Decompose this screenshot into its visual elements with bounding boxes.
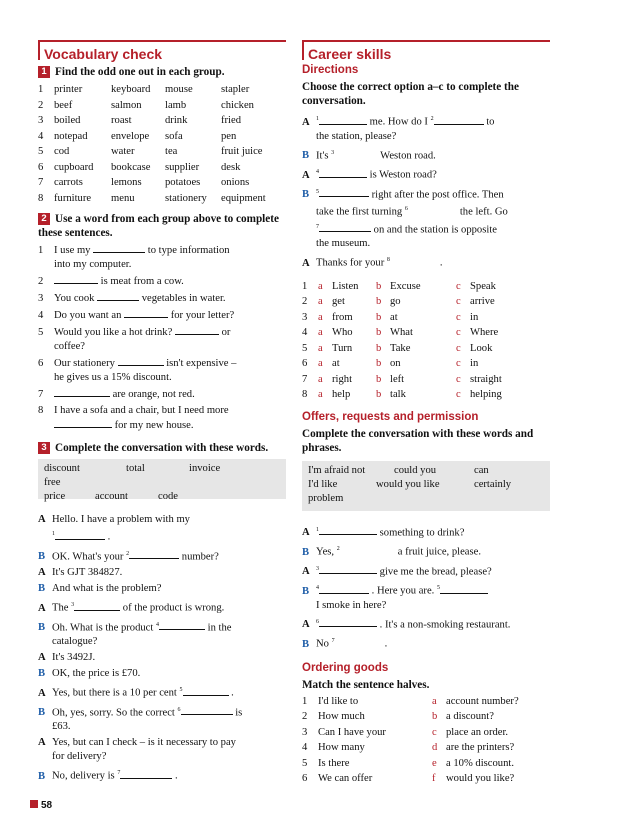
sentence-half[interactable]: Can I have your [318,726,386,738]
right-column [302,40,550,787]
item-number: 6 [38,161,44,173]
match-letter: b [432,711,438,723]
item-number: 5 [38,146,44,157]
table-row [38,160,286,176]
option-text[interactable]: left [390,373,405,385]
sentence-4: 4 Do you want an for your letter? [38,310,235,321]
word-option[interactable]: lemons [111,177,142,188]
option-letter: a [318,389,323,401]
option-text[interactable]: arrive [470,296,495,308]
dialogue-line: A $^4$ is Weston road? [302,169,437,181]
word-option[interactable]: equipment [221,192,266,204]
match-row [302,709,550,725]
sentence-half[interactable]: place an order. [446,726,509,738]
answer-blank[interactable] [118,356,164,366]
option-letter: b [376,311,382,323]
option-letter: a [318,311,323,323]
directions-conversation [302,112,550,271]
phrase: I'd like [308,478,338,490]
word-box-row-1 [44,462,280,490]
word-option[interactable]: envelope [111,130,150,142]
word-option[interactable]: cod [54,146,70,157]
word-option[interactable]: mouse [165,84,193,95]
answer-blank[interactable] [55,530,105,540]
dialogue-line-cont: I smoke in here? [316,599,387,611]
option-text[interactable]: get [332,296,345,308]
dialogue-line: B Yes, $^2$ a fruit juice, please. [302,546,481,558]
word-option[interactable]: cupboard [54,161,94,173]
option-text[interactable]: help [332,389,351,401]
option-text[interactable]: in [470,358,479,370]
table-row [38,191,286,207]
word-option[interactable]: stationery [165,192,207,204]
option-text[interactable]: Excuse [390,280,421,292]
option-row [302,341,550,357]
item-number: 7 [302,373,308,385]
word-option[interactable]: printer [54,84,83,95]
word: invoice [189,463,221,474]
sentence-half[interactable]: would you like? [446,773,515,785]
option-row [302,325,550,341]
instruction-text: Find the odd one out in each group. [55,66,225,78]
exercise-2-instruction [38,212,286,240]
item-number: 2 [302,711,308,723]
answer-blank[interactable] [120,769,172,779]
subhead-directions: Directions [302,64,359,76]
word-option[interactable]: carrots [54,177,83,188]
option-text[interactable]: What [390,327,413,339]
sentence-half[interactable]: We can offer [318,773,373,785]
sentence-5: 5 Would you like a hot drink? or [38,327,231,338]
dialogue-line: A Hello. I have a problem with my [38,514,190,525]
option-text[interactable]: Speak [470,280,496,292]
option-row [302,387,550,403]
table-row [38,144,286,160]
dialogue-line-cont: £63. [52,721,71,733]
dialogue-line-cont: catalogue? [52,636,98,648]
sentence-2: 2 is meat from a cow. [38,276,184,287]
word-option[interactable]: pen [221,130,237,142]
answer-blank[interactable] [54,387,110,397]
word-option[interactable]: tea [165,146,178,157]
answer-blank[interactable] [74,601,120,611]
word: price [44,491,66,502]
answer-blank[interactable] [319,222,371,232]
option-text[interactable]: at [390,311,398,323]
option-letter: c [456,280,461,292]
item-number: 8 [302,389,308,401]
exercise-number: 2 [38,213,50,225]
dialogue-line: B Oh. What is the product $^4$ in the [38,621,232,634]
offers-instruction: Complete the conversation with these words and phrases. [302,427,534,454]
answer-blank[interactable] [97,291,139,301]
option-letter: c [456,311,461,323]
word-box-row-2 [44,490,280,504]
item-number: 2 [302,296,308,308]
word-option[interactable]: fruit juice [221,146,263,157]
exercise-number: 1 [38,66,50,78]
answer-blank[interactable] [434,115,484,125]
item-number: 4 [302,742,308,754]
dialogue-line: A It's GJT 384827. [38,567,123,579]
option-letter: b [376,389,382,401]
word-option[interactable]: fried [221,115,241,126]
word: account [95,491,128,502]
option-letter: b [376,373,382,385]
item-number: 3 [38,115,44,126]
left-column [38,40,286,784]
option-letter: a [318,296,323,308]
option-text[interactable]: Take [390,342,411,354]
answer-blank[interactable] [181,705,233,715]
dialogue-line: A $^1$ something to drink? [302,526,465,539]
option-text[interactable]: on [390,358,401,370]
option-text[interactable]: helping [470,389,502,401]
option-row [302,310,550,326]
page-marker-icon [30,800,38,808]
dialogue-line: B $^4$ . Here you are. $^5$ [302,581,550,599]
word-option[interactable]: potatoes [165,177,201,188]
sentence-half[interactable]: Is there [318,757,350,769]
match-letter: a [432,695,437,707]
answer-blank[interactable] [319,564,377,574]
exercise-1-instruction [38,65,286,79]
option-letter: c [456,296,461,308]
sentences-list [38,243,286,433]
word: code [158,491,178,502]
option-text[interactable]: in [470,311,479,323]
word-option[interactable]: supplier [165,161,200,173]
dialogue-line-cont: for delivery? [52,751,107,763]
item-number: 5 [302,757,308,769]
item-number: 6 [302,773,308,785]
sentence-3: 3 You cook vegetables in water. [38,293,226,304]
dialogue-line-cont: the station, please? [316,130,397,142]
word-option[interactable]: chicken [221,99,254,111]
match-row [302,725,550,741]
dialogue-line: B It's $^3$ Weston road. [302,149,436,162]
table-row [38,98,286,114]
dialogue-line: B $^5$ right after the post office. Then [302,188,504,201]
ordering-instruction: Match the sentence halves. [302,678,430,691]
match-letter: d [432,742,438,754]
option-text[interactable]: straight [470,373,502,385]
odd-one-out-table [38,82,286,206]
option-row [302,294,550,310]
option-letter: c [456,389,461,401]
match-letter: c [432,726,437,738]
sentence-half[interactable]: a discount? [446,711,494,723]
sentence-half[interactable]: How many [318,742,365,754]
item-number: 1 [38,84,44,95]
table-row [38,129,286,145]
answer-blank[interactable] [54,274,98,284]
item-number: 3 [302,311,308,323]
dialogue-line: A The $^3$ of the product is wrong. [38,602,225,614]
word-option[interactable]: keyboard [111,84,151,95]
item-number: 4 [302,327,308,339]
match-letter: f [432,773,436,785]
page-number: 58 [30,800,52,811]
answer-blank[interactable] [319,617,377,627]
item-number: 3 [302,726,308,738]
match-row [302,756,550,772]
option-text[interactable]: at [332,358,340,370]
answer-blank[interactable] [319,525,377,535]
word-option[interactable]: onions [221,177,250,188]
word-option[interactable]: notepad [54,130,88,142]
answer-blank[interactable] [319,115,367,125]
sentence-half[interactable]: a 10% discount. [446,757,514,769]
phrase-box [302,461,550,511]
option-text[interactable]: Where [470,327,499,339]
match-table [302,694,550,787]
table-row [38,82,286,98]
word-option[interactable]: stapler [221,84,250,95]
option-text[interactable]: Turn [332,342,353,354]
option-letter: a [318,327,323,339]
answer-blank[interactable] [124,308,168,318]
option-text[interactable]: Look [470,342,493,354]
answer-blank[interactable] [440,584,488,594]
sentence-6: 6 Our stationery isn't expensive – [38,358,237,369]
item-number: 8 [38,192,44,204]
option-letter: a [318,280,323,292]
option-text[interactable]: go [390,296,401,308]
option-text[interactable]: Listen [332,280,359,292]
sentence-1: 1 I use my to type information [38,245,230,256]
sentence-half[interactable]: I'd like to [318,695,359,707]
word-option[interactable]: beef [54,99,73,111]
sentence-half[interactable]: account number? [446,695,519,707]
answer-blank[interactable] [319,168,367,178]
offers-conversation [302,523,550,652]
answer-blank[interactable] [319,187,369,197]
option-letter: c [456,358,461,370]
option-letter: b [376,296,382,308]
instruction-text: Complete the conversation with these words. [55,442,269,454]
dialogue-line: B OK, the price is £70. [38,668,141,680]
match-row [302,694,550,710]
table-row [38,113,286,129]
word: free [44,477,61,488]
item-number: 1 [302,280,308,292]
sentence-8: 8 I have a sofa and a chair, but I need more [38,405,229,416]
option-letter: b [376,358,382,370]
word-option[interactable]: salmon [111,99,142,111]
sentence-8-cont: for my new house. [38,418,286,433]
option-row [302,372,550,388]
exercise-3-instruction [38,441,286,455]
answer-blank[interactable] [175,325,219,335]
phrase: could you [394,464,437,476]
word-option[interactable]: roast [111,115,132,126]
word-option[interactable]: lamb [165,99,187,111]
dialogue-line-cont: $^1$ . [52,531,111,543]
item-number: 4 [38,130,44,142]
word-option[interactable]: menu [111,192,135,204]
conversation [38,513,286,784]
sentence-6-cont: he gives us a 15% discount. [54,372,172,383]
dialogue-line-cont: take the first turning $^6$ the left. Go [316,206,508,218]
item-number: 6 [302,358,308,370]
dialogue-line: A $^3$ give me the bread, please? [302,565,492,578]
option-letter: b [376,280,382,292]
word-box [38,459,286,502]
options-table [302,279,550,403]
subhead-ordering: Ordering goods [302,661,389,674]
dialogue-line: A Thanks for your $^8$ . [302,257,443,269]
option-letter: a [318,358,323,370]
option-letter: b [376,342,382,354]
dialogue-line-cont: the museum. [316,238,371,250]
dialogue-line: B Oh, yes, sorry. So the correct $^6$ is [38,706,243,719]
dialogue-line: A $^6$ . It's a non-smoking restaurant. [302,618,511,631]
table-row [38,175,286,191]
word: total [126,463,145,474]
word-option[interactable]: furniture [54,192,92,204]
option-row [302,279,550,295]
phrase: problem [308,492,344,504]
option-letter: c [456,342,461,354]
dialogue-line: A Yes, but can I check – is it necessary to pay [38,737,236,749]
phrase: I'm afraid not [308,464,366,476]
section-title-career-skills: Career skills [302,40,550,60]
option-row [302,356,550,372]
option-letter: a [318,373,323,385]
option-letter: c [456,373,461,385]
item-number: 2 [38,99,44,111]
section-title-vocabulary: Vocabulary check [38,40,286,60]
answer-blank[interactable] [54,418,112,428]
dialogue-line: B No $^7$ . [302,638,388,650]
option-text[interactable]: talk [390,389,406,401]
dialogue-line: A Yes, but there is a 10 per cent $^5$ . [38,687,234,699]
answer-blank[interactable] [183,686,229,696]
dialogue-line-cont: $^7$ on and the station is opposite [316,223,497,236]
option-text[interactable]: Who [332,327,353,339]
sentence-half[interactable]: are the printers? [446,742,515,754]
item-number: 1 [302,695,308,707]
match-letter: e [432,757,437,769]
sentence-7: 7 are orange, not red. [38,389,195,400]
sentence-1-cont: into my computer. [54,259,132,270]
option-text[interactable]: right [332,373,353,385]
word-option[interactable]: sofa [165,130,183,142]
option-letter: c [456,327,461,339]
option-letter: b [376,327,382,339]
match-row [302,740,550,756]
phrase: would you like [376,478,440,490]
match-row [302,771,550,787]
phrase: certainly [474,478,512,490]
phrase: can [474,464,489,476]
exercise-number: 3 [38,442,50,454]
item-number: 7 [38,177,44,188]
answer-blank[interactable] [129,549,179,559]
dialogue-line: B And what is the problem? [38,583,162,595]
word-option[interactable]: desk [221,161,241,173]
dialogue-line: A $^1$ me. How do I $^2$ to [302,116,495,128]
sentence-half[interactable]: How much [318,711,365,723]
word-option[interactable]: water [111,146,135,157]
dialogue-line: B OK. What's your $^2$ number? [38,550,219,563]
sentence-5-cont: coffee? [54,341,85,352]
answer-blank[interactable] [159,620,205,630]
option-letter: a [318,342,323,354]
word: discount [44,463,80,474]
instruction-text: Use a word from each group above to complete these sentences. [38,213,279,239]
directions-instruction: Choose the correct option a–c to complete the conversation. [302,81,519,107]
word-option[interactable]: drink [165,115,188,126]
word-option[interactable]: boiled [54,115,81,126]
subhead-offers: Offers, requests and permission [302,410,479,423]
item-number: 5 [302,342,308,354]
dialogue-line: B No, delivery is $^7$ . [38,770,178,782]
answer-blank[interactable] [93,243,145,253]
dialogue-line: A It's 3492J. [38,652,96,664]
option-text[interactable]: from [332,311,353,323]
answer-blank[interactable] [319,584,369,594]
word-option[interactable]: bookcase [111,161,151,173]
